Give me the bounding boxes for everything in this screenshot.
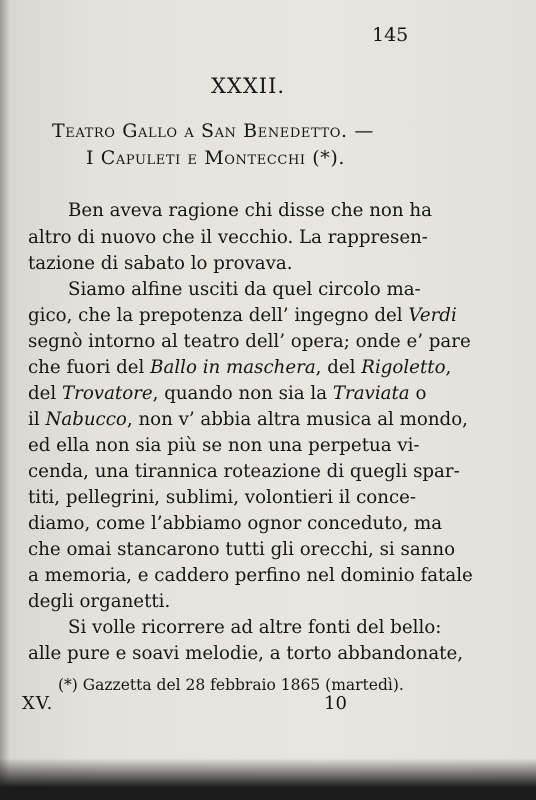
text-line: segnò intorno al teatro dell’ opera; onde e’ pare: [28, 331, 471, 352]
article-heading-line-1: Teatro Gallo a San Benedetto. —: [52, 120, 374, 142]
text-line: Si volle ricorrere ad altre fonti del bello:: [68, 617, 442, 638]
italic-title: Rigoletto: [361, 357, 446, 378]
text-line: cenda, una tirannica roteazione di quegli spar-: [28, 461, 460, 482]
text-line: ed ella non sia più se non una perpetua vi-: [28, 435, 420, 456]
italic-title: Nabucco: [45, 409, 127, 430]
page-gutter-shadow: [0, 0, 10, 800]
text-line: degli organetti.: [28, 591, 171, 612]
page-bottom-shadow: [0, 758, 536, 800]
italic-title: Ballo in maschera: [150, 357, 316, 378]
italic-title: Traviata: [332, 383, 410, 404]
italic-title: Verdi: [408, 305, 457, 326]
text-line: altro di nuovo che il vecchio. La rappresen-: [28, 227, 428, 248]
article-heading-line-2: I Capuleti e Montecchi (*).: [86, 147, 346, 169]
italic-title: Trovatore: [62, 383, 153, 404]
signature-mark: XV.: [22, 693, 54, 714]
text-line: titi, pellegrini, sublimi, volontieri il conce-: [28, 487, 417, 508]
text-line: del Trovatore, quando non sia la Traviata o: [28, 383, 427, 404]
text-line: gico, che la prepotenza dell’ ingegno del Verdi: [28, 305, 457, 326]
text-line: alle pure e soavi melodie, a torto abbandonate,: [28, 643, 464, 664]
chapter-number: XXXII.: [210, 74, 286, 98]
text-line: tazione di sabato lo provava.: [28, 253, 293, 274]
text-line: che omai stancarono tutti gli orecchi, si sanno: [28, 539, 456, 560]
page-number: 145: [372, 24, 409, 46]
text-line: che fuori del Ballo in maschera, del Rigoletto,: [28, 357, 452, 378]
footnote: (*) Gazzetta del 28 febbraio 1865 (martedì).: [58, 676, 404, 694]
text-line: a memoria, e caddero perfino nel dominio fatale: [28, 565, 473, 586]
signature-number: 10: [324, 693, 347, 714]
text-line: Ben aveva ragione chi disse che non ha: [68, 200, 432, 221]
text-line: diamo, come l’abbiamo ognor conceduto, ma: [28, 513, 443, 534]
text-line: Siamo alfine usciti da quel circolo ma-: [68, 279, 421, 300]
text-line: il Nabucco, non v’ abbia altra musica al mondo,: [28, 409, 468, 430]
